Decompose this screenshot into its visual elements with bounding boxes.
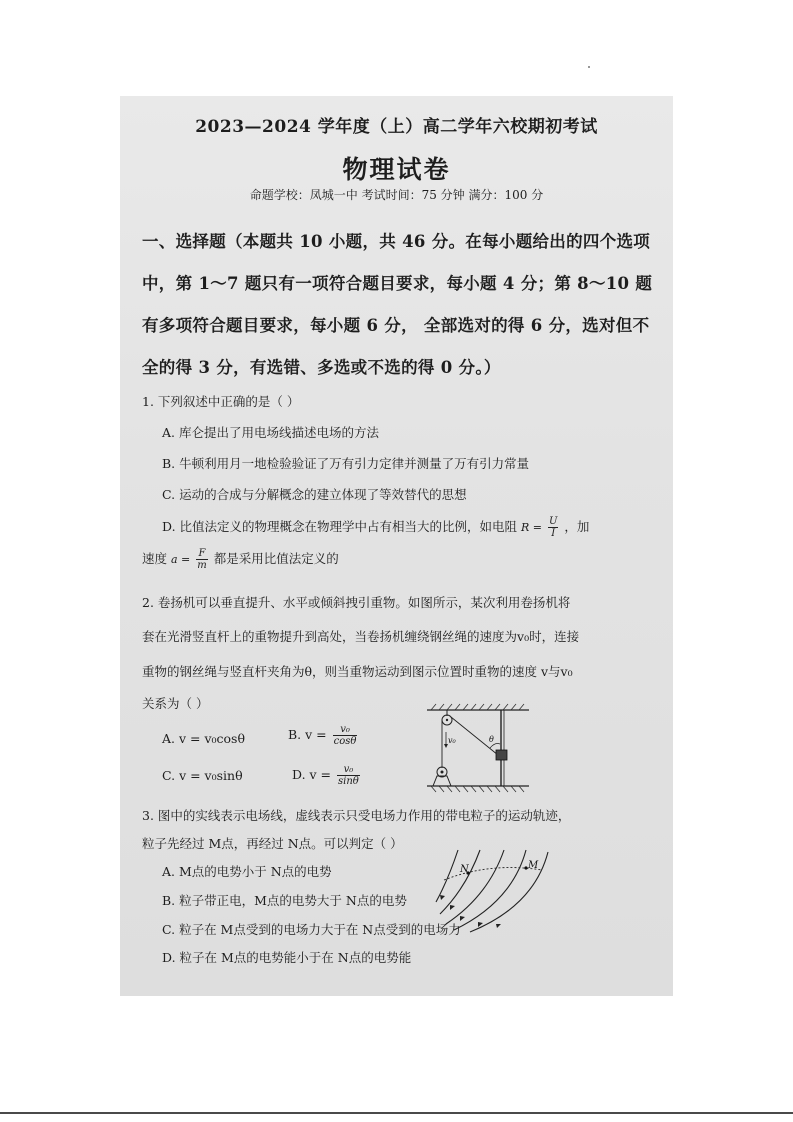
velocity-label-v0: v₀: [448, 736, 456, 745]
fraction-denominator-i: I: [551, 528, 556, 539]
q1-option-d-tail: ，加: [564, 519, 590, 534]
fraction-numerator-u: U: [549, 516, 558, 527]
fraction-numerator-v0: v₀: [333, 724, 358, 736]
q1-option-d2-tail: 都是采用比值法定义的: [213, 551, 339, 566]
q2-option-b: [288, 724, 359, 747]
q1-option-d-line-2: [142, 548, 339, 571]
point-label-n: N: [460, 864, 469, 875]
electric-field-diagram: [430, 840, 554, 934]
q2-stem-line-1: 2. 卷扬机可以垂直提升、水平或倾斜拽引重物。如图所示，某次利用卷扬机将: [142, 595, 571, 610]
q2-option-a: A. v = v₀cosθ: [162, 731, 245, 746]
page-bottom-border: [0, 1112, 793, 1114]
fraction-numerator-v0: v₀: [337, 764, 360, 776]
q2-stem-line-3: 重物的钢丝绳与竖直杆夹角为θ，则当重物运动到图示位置时重物的速度 v与v₀: [142, 664, 573, 679]
q3-option-b: B. 粒子带正电，M点的电势大于 N点的电势: [162, 893, 407, 908]
q2-stem-line-2: 套在光滑竖直杆上的重物提升到高处，当卷扬机缠绕钢丝绳的速度为v₀时，连接: [142, 629, 580, 644]
subject-title: 物理试卷: [342, 155, 451, 184]
scan-speck: [588, 66, 590, 68]
winch-diagram: [425, 702, 531, 794]
q1-option-c: C. 运动的合成与分解概念的建立体现了等效替代的思想: [162, 487, 467, 502]
fraction-denominator-cos: cosθ: [333, 736, 357, 747]
q1-option-d: [162, 516, 589, 539]
point-label-m: M: [528, 860, 539, 871]
section-instructions-line-1: 一、选择题（本题共 10 小题，共 46 分。在每小题给出的四个选项: [142, 232, 651, 251]
acceleration-fraction: [196, 548, 207, 571]
q3-option-c: C. 粒子在 M点受到的电场力大于在 N点受到的电场力: [162, 922, 461, 937]
resistance-fraction: [548, 516, 558, 539]
acceleration-symbol: a =: [171, 553, 191, 566]
exam-title: 2023—2024 学年度（上）高二学年六校期初考试: [195, 117, 598, 137]
q1-option-d2-text: 速度: [142, 551, 168, 566]
q2-option-d-text: D. v =: [292, 767, 332, 782]
q2-option-d-fraction: [337, 764, 360, 787]
section-instructions-line-4: 全的得 3 分，有选错、多选或不选的得 0 分。）: [142, 358, 501, 377]
q1-option-b: B. 牛顿利用月一地检验验证了万有引力定律并测量了万有引力常量: [162, 456, 530, 471]
q1-option-d-text: D. 比值法定义的物理概念在物理学中占有相当大的比例，如电阻: [162, 519, 518, 534]
section-instructions-line-2: 中，第 1～7 题只有一项符合题目要求，每小题 4 分；第 8～10 题: [142, 274, 653, 293]
angle-label-theta: θ: [489, 735, 494, 744]
exam-meta: 命题学校：凤城一中 考试时间：75 分钟 满分：100 分: [249, 188, 544, 202]
q2-option-b-text: B. v =: [288, 727, 327, 742]
q2-option-b-fraction: [333, 724, 358, 747]
exam-paper: [120, 96, 673, 996]
fraction-denominator-sin: sinθ: [338, 776, 359, 787]
q3-stem-line-1: 3. 图中的实线表示电场线，虚线表示只受电场力作用的带电粒子的运动轨迹，: [142, 808, 571, 823]
fraction-numerator-f: F: [196, 548, 207, 560]
q1-option-a: A. 库仑提出了用电场线描述电场的方法: [162, 425, 379, 440]
q2-stem-line-4: 关系为（ ）: [142, 696, 209, 711]
q2-option-d: [292, 764, 362, 787]
q2-option-c: C. v = v₀sinθ: [162, 768, 243, 783]
fraction-denominator-m: m: [197, 560, 207, 571]
q3-stem-line-2: 粒子先经过 M点，再经过 N点。可以判定（ ）: [142, 836, 403, 851]
q1-stem: 1. 下列叙述中正确的是（ ）: [142, 394, 300, 409]
q3-option-a: A. M点的电势小于 N点的电势: [162, 864, 332, 879]
section-instructions-line-3: 有多项符合题目要求，每小题 6 分， 全部选对的得 6 分，选对但不: [142, 316, 650, 335]
q3-option-d: D. 粒子在 M点的电势能小于在 N点的电势能: [162, 950, 412, 965]
resistance-symbol: R =: [521, 521, 543, 534]
